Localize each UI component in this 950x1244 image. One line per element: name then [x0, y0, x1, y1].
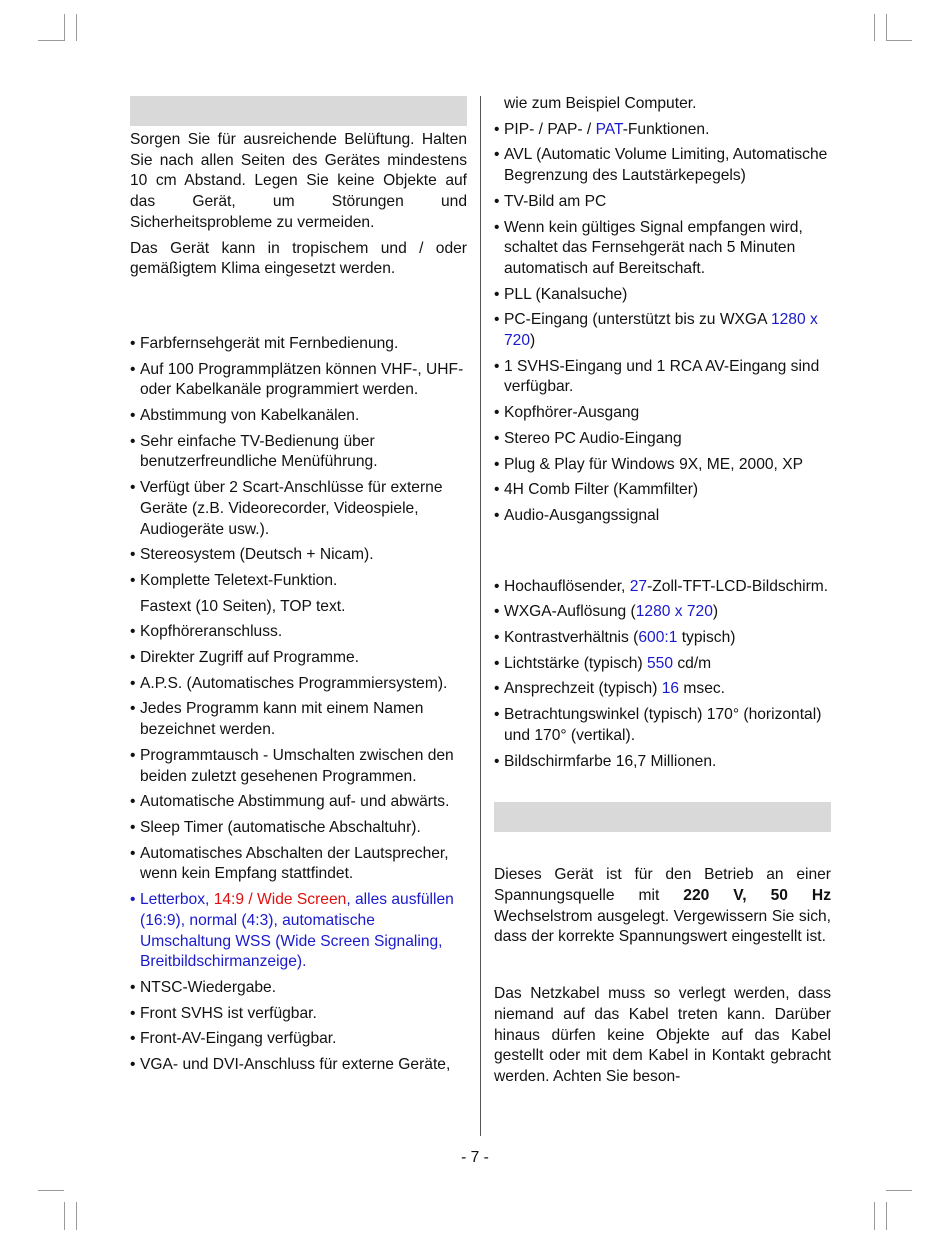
crop-mark	[38, 40, 64, 41]
list-item: • Automatische Abstimmung auf- und abwärts.	[130, 793, 450, 811]
list-item: • Abstimmung von Kabelkanälen.	[130, 407, 360, 425]
crop-mark	[886, 1190, 912, 1191]
list-item: • VGA- und DVI-Anschluss für externe Geräte,	[130, 1056, 451, 1074]
list-item: • PLL (Kanalsuche)	[494, 285, 628, 303]
crop-mark	[874, 1202, 875, 1230]
crop-mark	[38, 1190, 64, 1191]
spec-item: • Bildschirmfarbe 16,7 Millionen.	[494, 752, 717, 770]
crop-mark	[64, 1202, 65, 1230]
column-divider	[480, 96, 481, 1136]
list-item: • NTSC-Wiedergabe.	[130, 978, 277, 996]
list-item: • Auf 100 Programmplätzen können VHF-, UHF- oder Kabelkanäle programmiert werden.	[130, 360, 464, 399]
list-item: • Kopfhörer-Ausgang	[494, 404, 640, 422]
climate-paragraph: Das Gerät kann in tropischem und / oder gemäßigtem Klima eingesetzt werden.	[130, 239, 467, 278]
list-item: • AVL (Automatic Volume Limiting, Automatische Begrenzung des Lautstärkepegels)	[494, 146, 828, 185]
spec-item: • WXGA-Auflösung (1280 x 720)	[494, 603, 719, 621]
list-item: • Front SVHS ist verfügbar.	[130, 1004, 317, 1022]
crop-mark	[76, 1202, 77, 1230]
left-column	[130, 94, 467, 1081]
power-paragraph: Dieses Gerät ist für den Betrieb an einer Spannungsquelle mit 220 V, 50 Hz Wechselstrom ausgelegt. Vergewissern Sie sich, dass der korrekte Spannungswert eingestellt ist.	[494, 866, 831, 946]
list-item: • Audio-Ausgangssignal	[494, 506, 660, 524]
list-item: • Sehr einfache TV-Bedienung über benutzerfreundliche Menüführung.	[130, 432, 378, 471]
list-item: • Front-AV-Eingang verfügbar.	[130, 1030, 337, 1048]
crop-mark	[886, 40, 912, 41]
spec-item: • Ansprechzeit (typisch) 16 msec.	[494, 680, 726, 698]
spec-item: • Hochauflösender, 27-Zoll-TFT-LCD-Bildschirm.	[494, 577, 829, 595]
list-item: • 1 SVHS-Eingang und 1 RCA AV-Eingang sind verfügbar.	[494, 357, 820, 396]
list-item: • Verfügt über 2 Scart-Anschlüsse für externe Geräte (z.B. Videorecorder, Videospiele, Audiogeräte usw.).	[130, 479, 443, 538]
ventilation-paragraph: Sorgen Sie für ausreichende Belüftung. Halten Sie nach allen Seiten des Gerätes mindestens 10 cm Abstand. Legen Sie keine Objekte auf das Gerät, um Störungen und Sicherheitsprobleme zu vermeiden.	[130, 131, 467, 231]
list-item: • Programmtausch - Umschalten zwischen den beiden zuletzt gesehenen Programmen.	[130, 746, 454, 785]
list-item: • Plug & Play für Windows 9X, ME, 2000, XP	[494, 455, 804, 473]
list-item: • Komplette Teletext-Funktion.	[130, 571, 338, 589]
list-item: • TV-Bild am PC	[494, 192, 607, 210]
crop-mark	[874, 14, 875, 41]
spec-item: • Kontrastverhältnis (600:1 typisch)	[494, 629, 736, 647]
list-item: • Kopfhöreranschluss.	[130, 623, 283, 641]
right-column	[494, 94, 831, 1093]
list-item: • PC-Eingang (unterstützt bis zu WXGA 1280 x 720)	[494, 311, 818, 350]
list-item: • Farbfernsehgerät mit Fernbedienung.	[130, 334, 399, 352]
list-item-continuation: wie zum Beispiel Computer.	[504, 95, 697, 112]
list-item: • Wenn kein gültiges Signal empfangen wird, schaltet das Fernsehgerät nach 5 Minuten automatisch auf Bereitschaft.	[494, 218, 803, 277]
list-item-continuation: Fastext (10 Seiten), TOP text.	[140, 597, 346, 615]
list-item: • Stereo PC Audio-Eingang	[494, 429, 682, 447]
crop-mark	[76, 14, 77, 41]
page-number: - 7 -	[461, 1149, 489, 1166]
list-item: • Jedes Programm kann mit einem Namen bezeichnet werden.	[130, 700, 424, 739]
list-item: • Direkter Zugriff auf Programme.	[130, 649, 359, 667]
list-item: • 4H Comb Filter (Kammfilter)	[494, 481, 699, 499]
spec-item: • Betrachtungswinkel (typisch) 170° (horizontal) und 170° (vertikal).	[494, 706, 822, 744]
list-item: • Stereosystem (Deutsch + Nicam).	[130, 546, 374, 564]
spec-item: • Lichtstärke (typisch) 550 cd/m	[494, 654, 712, 672]
power-cable-paragraph: Das Netzkabel muss so verlegt werden, dass niemand auf das Kabel treten kann. Darüber hinaus dürfen keine Objekte auf das Kabel gestellt oder mit dem Kabel in Kontakt gebracht werden. Achten Sie beson-	[494, 985, 831, 1085]
list-item-letterbox: • Letterbox, 14:9 / Wide Screen, alles ausfüllen (16:9), normal (4:3), automatische Umschaltung WSS (Wide Screen Signaling, Breitbildschirmanzeige).	[130, 891, 454, 971]
crop-mark	[886, 1202, 887, 1230]
list-item: • Automatisches Abschalten der Lautsprecher, wenn kein Empfang stattfindet.	[130, 844, 449, 883]
list-item: • Sleep Timer (automatische Abschaltuhr).	[130, 818, 421, 836]
list-item: • PIP- / PAP- / PAT-Funktionen.	[494, 120, 710, 138]
crop-mark	[64, 14, 65, 41]
crop-mark	[886, 14, 887, 41]
list-item: • A.P.S. (Automatisches Programmiersystem).	[130, 674, 448, 692]
